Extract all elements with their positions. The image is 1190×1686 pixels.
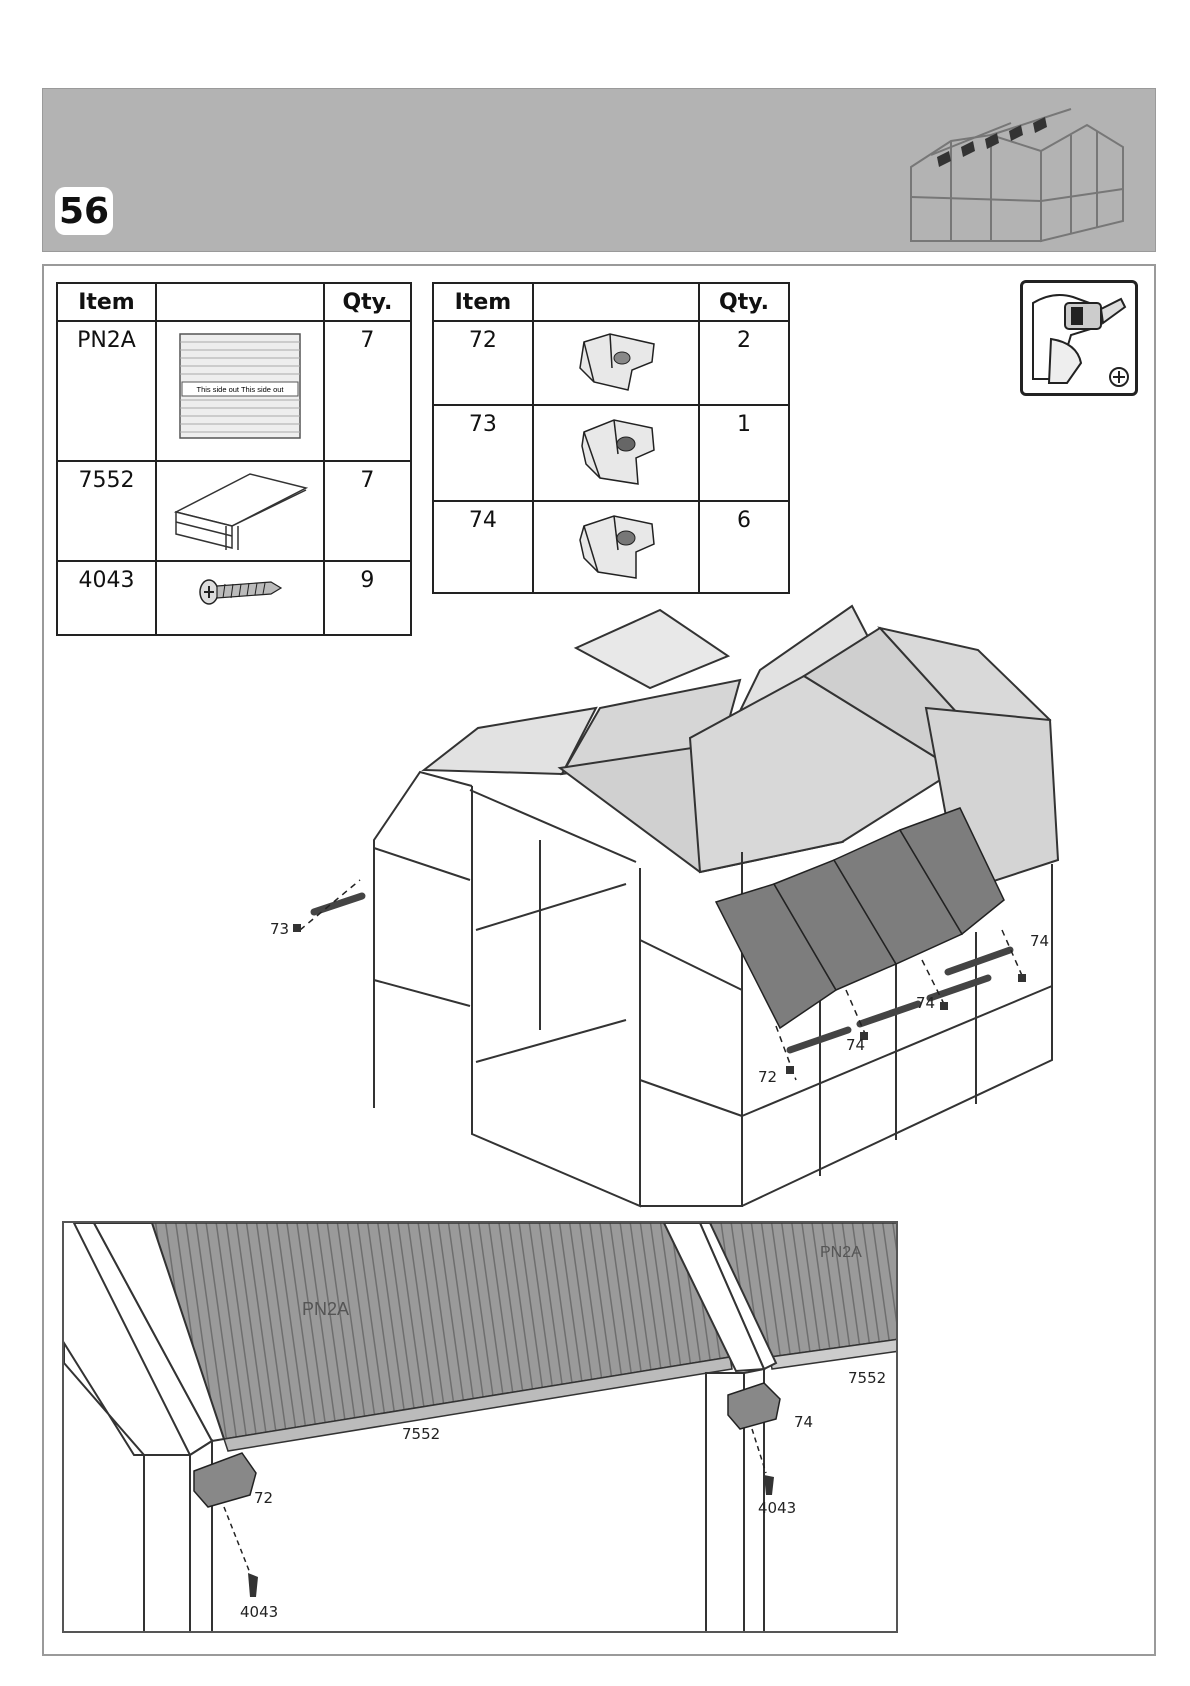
callout-4043: 4043 — [758, 1499, 797, 1517]
panel-marking: PN2A — [820, 1244, 862, 1261]
panel-side-text: This side out This side out — [196, 385, 284, 394]
callout-72: 72 — [254, 1489, 274, 1507]
item-code: 74 — [433, 501, 533, 593]
step-number: 56 — [55, 187, 113, 235]
col-header-qty: Qty. — [324, 283, 411, 321]
item-qty: 7 — [324, 321, 411, 461]
item-code: 7552 — [57, 461, 156, 561]
callout-74: 74 — [846, 1036, 866, 1054]
item-code: 73 — [433, 405, 533, 501]
item-qty: 2 — [699, 321, 789, 405]
callout-73: 73 — [270, 920, 290, 938]
callout-4043: 4043 — [240, 1603, 279, 1621]
panel-marking: PN2A — [302, 1299, 350, 1319]
col-header-qty: Qty. — [699, 283, 789, 321]
callout-74: 74 — [1030, 932, 1050, 950]
item-qty: 7 — [324, 461, 411, 561]
item-code: 4043 — [57, 561, 156, 635]
item-code: PN2A — [57, 321, 156, 461]
callout-74: 74 — [916, 994, 936, 1012]
callout-74: 74 — [794, 1413, 814, 1431]
col-header-item: Item — [57, 283, 156, 321]
detail-inset — [62, 1221, 898, 1633]
callout-7552: 7552 — [848, 1369, 887, 1387]
item-qty: 1 — [699, 405, 789, 501]
item-code: 72 — [433, 321, 533, 405]
item-qty: 6 — [699, 501, 789, 593]
callout-72: 72 — [758, 1068, 778, 1086]
callout-7552: 7552 — [402, 1425, 441, 1443]
col-header-item: Item — [433, 283, 533, 321]
item-qty: 9 — [324, 561, 411, 635]
